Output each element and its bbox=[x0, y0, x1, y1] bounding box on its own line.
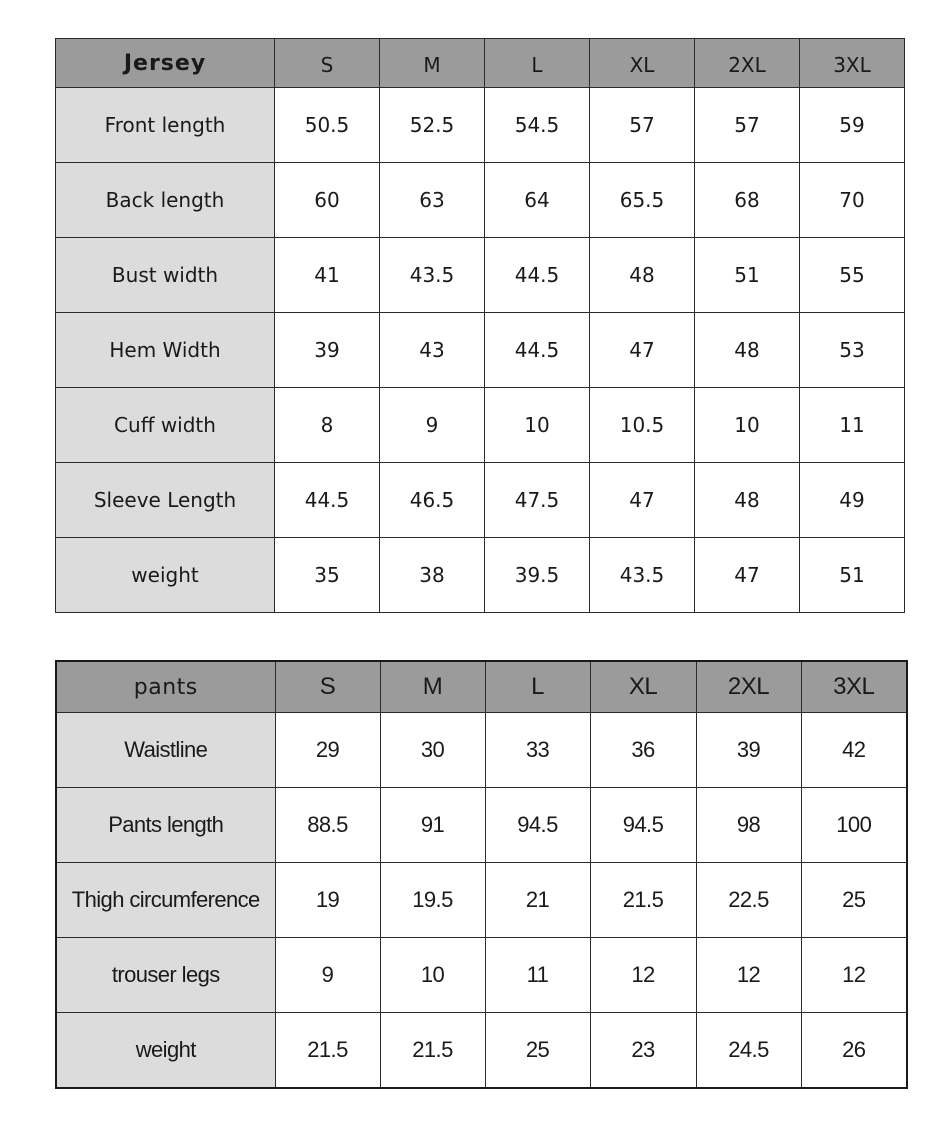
table-cell: 25 bbox=[485, 1013, 590, 1089]
table-cell: 48 bbox=[590, 238, 695, 313]
table-cell: 33 bbox=[485, 713, 590, 788]
table-cell: 53 bbox=[800, 313, 905, 388]
table-cell: 10 bbox=[485, 388, 590, 463]
table-cell: 21.5 bbox=[275, 1013, 380, 1089]
table-cell: 43 bbox=[380, 313, 485, 388]
table-cell: 12 bbox=[801, 938, 907, 1013]
table-cell: 19 bbox=[275, 863, 380, 938]
table-cell: 19.5 bbox=[380, 863, 485, 938]
table-cell: 36 bbox=[590, 713, 696, 788]
table-cell: 63 bbox=[380, 163, 485, 238]
jersey-size-header: 2XL bbox=[695, 39, 800, 88]
table-cell: 8 bbox=[275, 388, 380, 463]
table-cell: 11 bbox=[800, 388, 905, 463]
jersey-size-header: L bbox=[485, 39, 590, 88]
table-row bbox=[56, 163, 905, 238]
table-row bbox=[56, 938, 907, 1013]
jersey-table-title: Jersey bbox=[56, 39, 275, 88]
table-cell: 54.5 bbox=[485, 88, 590, 163]
pants-table-title: pants bbox=[56, 661, 275, 713]
table-cell: 22.5 bbox=[696, 863, 801, 938]
table-cell: 10 bbox=[695, 388, 800, 463]
table-row bbox=[56, 463, 905, 538]
row-label: Sleeve Length bbox=[56, 463, 275, 538]
pants-size-header: XL bbox=[590, 661, 696, 713]
table-row bbox=[56, 538, 905, 613]
table-cell: 35 bbox=[275, 538, 380, 613]
jersey-size-header: S bbox=[275, 39, 380, 88]
table-cell: 49 bbox=[800, 463, 905, 538]
table-cell: 9 bbox=[275, 938, 380, 1013]
table-cell: 64 bbox=[485, 163, 590, 238]
row-label: Cuff width bbox=[56, 388, 275, 463]
row-label: Bust width bbox=[56, 238, 275, 313]
table-cell: 21.5 bbox=[590, 863, 696, 938]
pants-size-header: L bbox=[485, 661, 590, 713]
table-row bbox=[56, 788, 907, 863]
table-cell: 51 bbox=[695, 238, 800, 313]
table-cell: 44.5 bbox=[275, 463, 380, 538]
table-cell: 9 bbox=[380, 388, 485, 463]
table-cell: 12 bbox=[590, 938, 696, 1013]
table-cell: 21 bbox=[485, 863, 590, 938]
table-cell: 10.5 bbox=[590, 388, 695, 463]
pants-size-header: 3XL bbox=[801, 661, 907, 713]
row-label: Thigh circumference bbox=[56, 863, 275, 938]
table-cell: 24.5 bbox=[696, 1013, 801, 1089]
table-row bbox=[56, 238, 905, 313]
jersey-size-header: 3XL bbox=[800, 39, 905, 88]
pants-size-header: 2XL bbox=[696, 661, 801, 713]
table-cell: 30 bbox=[380, 713, 485, 788]
table-cell: 52.5 bbox=[380, 88, 485, 163]
table-cell: 57 bbox=[590, 88, 695, 163]
row-label: weight bbox=[56, 538, 275, 613]
table-row bbox=[56, 713, 907, 788]
table-cell: 47 bbox=[695, 538, 800, 613]
table-cell: 43.5 bbox=[380, 238, 485, 313]
table-cell: 41 bbox=[275, 238, 380, 313]
table-cell: 65.5 bbox=[590, 163, 695, 238]
row-label: trouser legs bbox=[56, 938, 275, 1013]
table-cell: 39 bbox=[696, 713, 801, 788]
table-cell: 44.5 bbox=[485, 313, 590, 388]
table-cell: 98 bbox=[696, 788, 801, 863]
table-cell: 50.5 bbox=[275, 88, 380, 163]
table-cell: 60 bbox=[275, 163, 380, 238]
table-cell: 39.5 bbox=[485, 538, 590, 613]
table-cell: 57 bbox=[695, 88, 800, 163]
pants-size-header: S bbox=[275, 661, 380, 713]
table-cell: 47 bbox=[590, 313, 695, 388]
row-label: Hem Width bbox=[56, 313, 275, 388]
table-cell: 43.5 bbox=[590, 538, 695, 613]
table-cell: 47.5 bbox=[485, 463, 590, 538]
row-label: Waistline bbox=[56, 713, 275, 788]
table-cell: 48 bbox=[695, 463, 800, 538]
table-row bbox=[56, 1013, 907, 1089]
table-cell: 38 bbox=[380, 538, 485, 613]
table-cell: 94.5 bbox=[485, 788, 590, 863]
jersey-size-header: XL bbox=[590, 39, 695, 88]
jersey-size-table bbox=[55, 38, 905, 613]
table-cell: 70 bbox=[800, 163, 905, 238]
pants-size-header: M bbox=[380, 661, 485, 713]
table-row bbox=[56, 88, 905, 163]
table-cell: 42 bbox=[801, 713, 907, 788]
table-cell: 100 bbox=[801, 788, 907, 863]
row-label: weight bbox=[56, 1013, 275, 1089]
table-cell: 88.5 bbox=[275, 788, 380, 863]
table-cell: 59 bbox=[800, 88, 905, 163]
table-cell: 47 bbox=[590, 463, 695, 538]
table-cell: 91 bbox=[380, 788, 485, 863]
row-label: Front length bbox=[56, 88, 275, 163]
table-cell: 11 bbox=[485, 938, 590, 1013]
table-cell: 94.5 bbox=[590, 788, 696, 863]
table-cell: 51 bbox=[800, 538, 905, 613]
table-cell: 26 bbox=[801, 1013, 907, 1089]
table-row bbox=[56, 313, 905, 388]
table-cell: 29 bbox=[275, 713, 380, 788]
table-cell: 21.5 bbox=[380, 1013, 485, 1089]
table-cell: 48 bbox=[695, 313, 800, 388]
row-label: Back length bbox=[56, 163, 275, 238]
table-cell: 12 bbox=[696, 938, 801, 1013]
table-cell: 68 bbox=[695, 163, 800, 238]
table-row bbox=[56, 388, 905, 463]
pants-header-row bbox=[56, 661, 907, 713]
table-cell: 46.5 bbox=[380, 463, 485, 538]
table-cell: 25 bbox=[801, 863, 907, 938]
row-label: Pants length bbox=[56, 788, 275, 863]
table-cell: 44.5 bbox=[485, 238, 590, 313]
table-row bbox=[56, 863, 907, 938]
table-cell: 10 bbox=[380, 938, 485, 1013]
jersey-size-header: M bbox=[380, 39, 485, 88]
table-cell: 39 bbox=[275, 313, 380, 388]
jersey-header-row bbox=[56, 39, 905, 88]
table-cell: 23 bbox=[590, 1013, 696, 1089]
pants-size-table bbox=[55, 660, 908, 1089]
table-cell: 55 bbox=[800, 238, 905, 313]
